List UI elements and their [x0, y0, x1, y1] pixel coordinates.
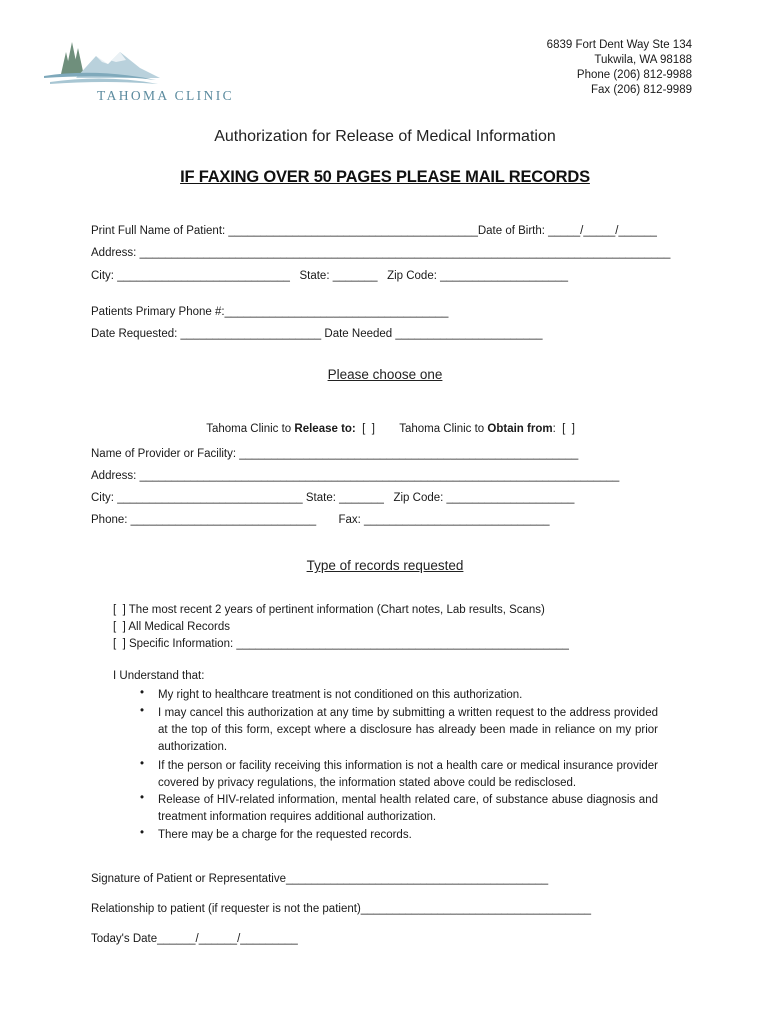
bullet-icon: •: [140, 705, 145, 717]
bullet-icon: •: [140, 687, 145, 699]
fax-notice: IF FAXING OVER 50 PAGES PLEASE MAIL RECORDS: [180, 168, 590, 186]
records-option-recent[interactable]: [ ] The most recent 2 years of pertinent information (Chart notes, Lab results, Scans): [113, 604, 545, 616]
patient-phone-field[interactable]: Patients Primary Phone #:___________________________________: [91, 306, 449, 318]
understand-item: Release of HIV-related information, mental health related care, of substance abuse diagnosis and treatment information requires additional authorization.: [158, 794, 658, 823]
phone-line: Phone (206) 812-9988: [576, 69, 692, 81]
understand-item: If the person or facility receiving this information is not a health care or medical insurance provider covered by privacy regulations, the information stated above could be redisclosed.: [158, 760, 658, 789]
records-option-all[interactable]: [ ] All Medical Records: [113, 621, 230, 633]
provider-address-field[interactable]: Address: ___________________________________________________________________________: [91, 470, 620, 482]
records-heading: Type of records requested: [306, 558, 464, 573]
release-to-option[interactable]: [200, 411, 375, 435]
understand-item: My right to healthcare treatment is not conditioned on this authorization.: [158, 689, 523, 701]
address-line-2: Tukwila, WA 98188: [594, 54, 692, 66]
bullet-icon: •: [140, 792, 145, 804]
release-prefix: Tahoma Clinic to: [206, 423, 295, 435]
obtain-bold-label: Obtain from: [487, 423, 553, 435]
understand-intro: I Understand that:: [113, 670, 205, 682]
fax-line: Fax (206) 812-9989: [590, 84, 692, 96]
form-title: Authorization for Release of Medical Information: [214, 128, 556, 145]
obtain-from-option[interactable]: [393, 411, 575, 435]
understand-item: I may cancel this authorization at any time by submitting a written request to the address provided at the top of this form, except where a disclosure has already been made in reliance on my prior authorization.: [158, 707, 658, 753]
bullet-icon: •: [140, 827, 145, 839]
patient-city-state-zip-field[interactable]: City: ___________________________ State: _______ Zip Code: ____________________: [91, 270, 569, 282]
understand-item: There may be a charge for the requested records.: [158, 829, 412, 841]
records-option-specific[interactable]: [ ] Specific Information: ____________________________________________________: [113, 638, 569, 650]
bullet-icon: •: [140, 758, 145, 770]
patient-address-field[interactable]: Address: ___________________________________________________________________________________: [91, 247, 671, 259]
release-checkbox[interactable]: [ ]: [355, 423, 375, 435]
provider-city-state-zip-field[interactable]: City: _____________________________ State: _______ Zip Code: ____________________: [91, 492, 575, 504]
obtain-prefix: Tahoma Clinic to: [399, 423, 488, 435]
release-bold-label: Release to:: [294, 423, 356, 435]
patient-name-dob-field[interactable]: Print Full Name of Patient: _______________________________________Date of Birth: _____/_____/______: [91, 225, 657, 237]
address-line-1: 6839 Fort Dent Way Ste 134: [546, 39, 692, 51]
logo-text: TAHOMA CLINIC: [97, 88, 234, 103]
relationship-field[interactable]: Relationship to patient (if requester is not the patient)____________________________________: [91, 903, 592, 915]
obtain-checkbox[interactable]: : [ ]: [552, 423, 575, 435]
date-requested-needed-field[interactable]: Date Requested: ______________________ Date Needed _______________________: [91, 328, 543, 340]
choose-heading: Please choose one: [327, 367, 443, 382]
signature-field[interactable]: Signature of Patient or Representative_________________________________________: [91, 873, 549, 885]
provider-name-field[interactable]: Name of Provider or Facility: _____________________________________________________: [91, 448, 579, 460]
todays-date-field[interactable]: Today's Date______/______/_________: [91, 933, 298, 945]
provider-phone-fax-field[interactable]: Phone: _____________________________ Fax: _____________________________: [91, 514, 550, 526]
